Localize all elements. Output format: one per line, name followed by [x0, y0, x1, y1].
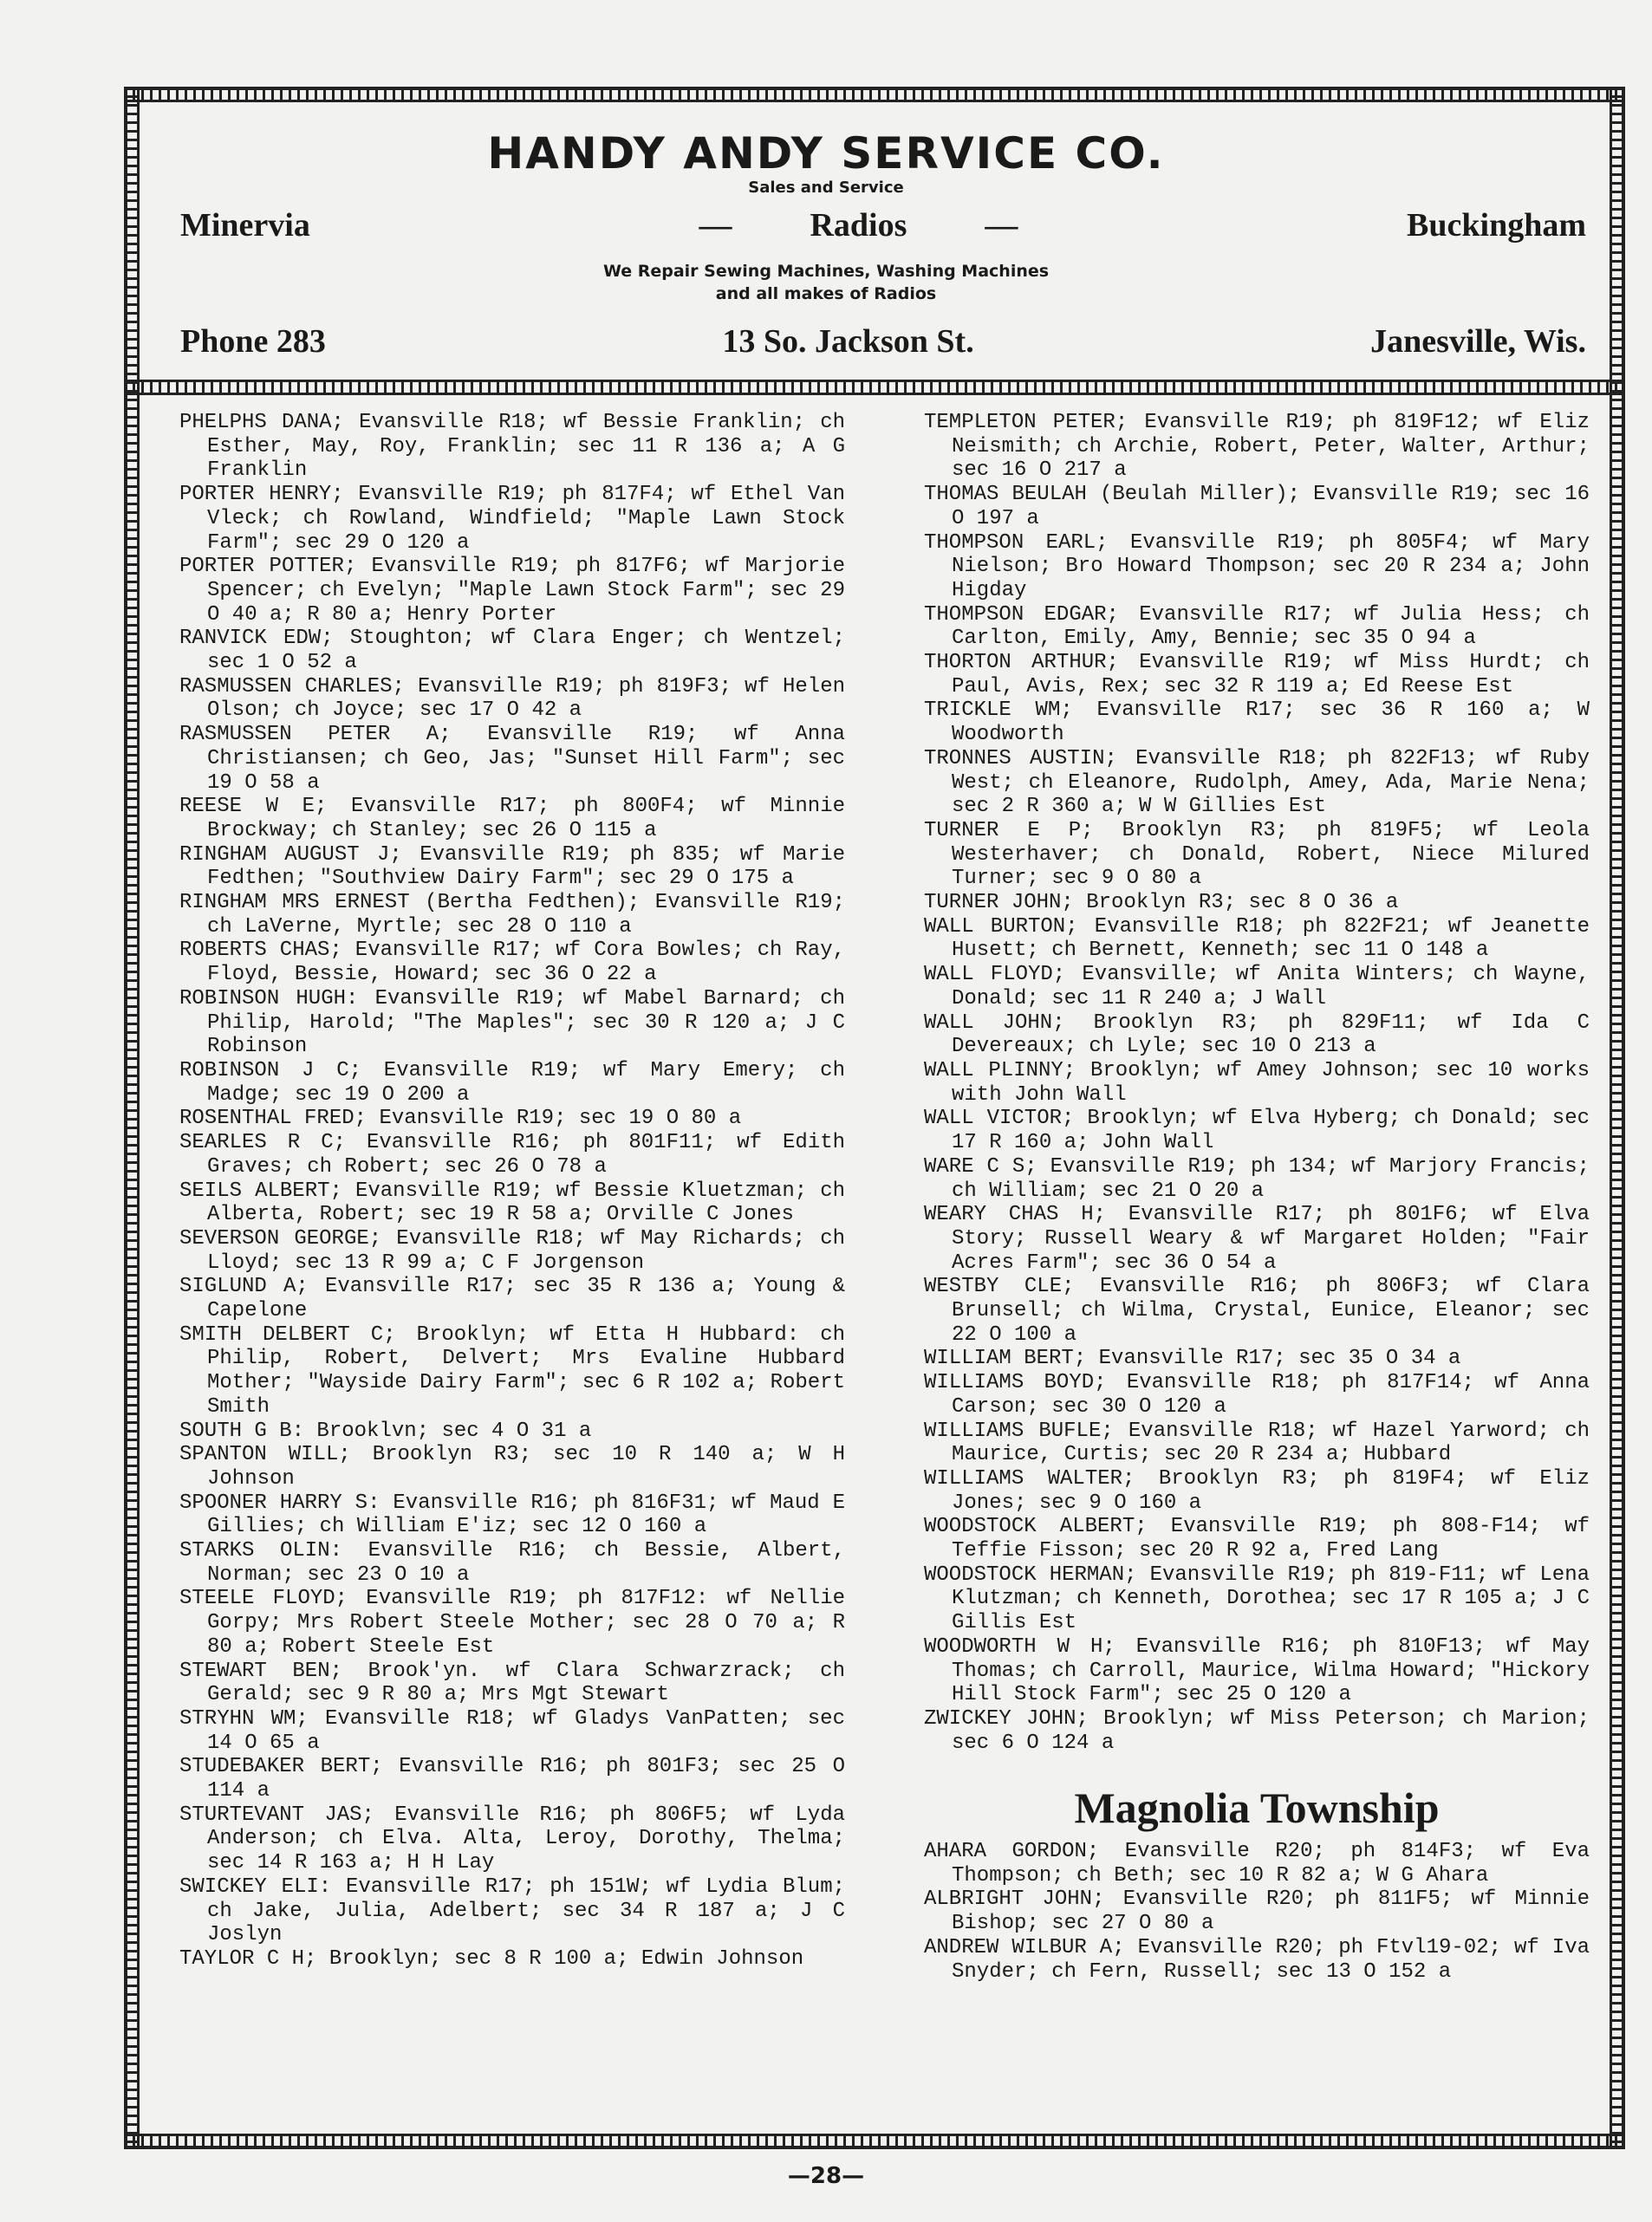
directory-entry: WALL FLOYD; Evansville; wf Anita Winters; ch Wayne, Donald; sec 11 R 240 a; J Wall: [924, 963, 1590, 1010]
directory-entry: TURNER JOHN; Brooklyn R3; sec 8 O 36 a: [924, 891, 1399, 915]
ad-contact-row: [180, 322, 1586, 361]
directory-entry: SEARLES R C; Evansville R16; ph 801F11; wf Edith Graves; ch Robert; sec 26 O 78 a: [179, 1131, 845, 1179]
directory-entry: SOUTH G B: Brooklvn; sec 4 O 31 a: [179, 1419, 592, 1443]
directory-entry: WILLIAMS BOYD; Evansville R18; ph 817F14; wf Anna Carson; sec 30 O 120 a: [924, 1371, 1590, 1419]
ad-repair-text: [0, 260, 1652, 305]
directory-entry: WALL PLINNY; Brooklyn; wf Amey Johnson; sec 10 works with John Wall: [924, 1058, 1590, 1107]
directory-entry: THOMPSON EARL; Evansville R19; ph 805F4; wf Mary Nielson; Bro Howard Thompson; sec 20 R 234 a; John Higday: [924, 530, 1590, 602]
ad-top-border: [124, 87, 1625, 102]
directory-entry: WOODWORTH W H; Evansville R16; ph 810F13; wf May Thomas; ch Carroll, Maurice, Wilma Howard; "Hickory Hill Stock Farm"; sec 25 O 120 a: [924, 1634, 1590, 1707]
section-entries: [924, 1840, 1590, 1984]
directory-entry: WILLIAMS WALTER; Brooklyn R3; ph 819F4; wf Eliz Jones; sec 9 O 160 a: [924, 1466, 1590, 1515]
directory-entry: TURNER E P; Brooklyn R3; ph 819F5; wf Leola Westerhaver; ch Donald, Robert, Niece Milured Turner; sec 9 O 80 a: [924, 818, 1590, 891]
directory-entry: WARE C S; Evansville R19; ph 134; wf Marjory Francis; ch William; sec 21 O 20 a: [924, 1154, 1590, 1203]
left-border: [124, 87, 140, 2149]
directory-entry: WESTBY CLE; Evansville R16; ph 806F3; wf Clara Brunsell; ch Wilma, Crystal, Eunice, Eleanor; sec 22 O 100 a: [924, 1275, 1590, 1347]
directory-entry: PHELPHS DANA; Evansville R18; wf Bessie Franklin; ch Esther, May, Roy, Franklin; sec 11 R 136 a; A G Franklin: [179, 411, 845, 483]
directory-entry: WALL BURTON; Evansville R18; ph 822F21; wf Jeanette Husett; ch Bernett, Kenneth; sec 11 O 148 a: [924, 914, 1590, 963]
ad-center-group: [699, 206, 1018, 244]
ad-bottom-border: [124, 380, 1625, 395]
directory-entry: RASMUSSEN CHARLES; Evansville R19; ph 819F3; wf Helen Olson; ch Joyce; sec 17 O 42 a: [179, 674, 845, 723]
directory-entry: STRYHN WM; Evansville R18; wf Gladys VanPatten; sec 14 O 65 a: [179, 1706, 845, 1755]
directory-entry: SPOONER HARRY S: Evansville R16; ph 816F31; wf Maud E Gillies; ch William E'iz; sec 12 O 160 a: [179, 1491, 845, 1539]
directory-entry: RINGHAM MRS ERNEST (Bertha Fedthen); Evansville R19; ch LaVerne, Myrtle; sec 28 O 110 a: [179, 891, 845, 939]
directory-entry: TRICKLE WM; Evansville R17; sec 36 R 160 a; W Woodworth: [924, 698, 1590, 747]
directory-entry: REESE W E; Evansville R17; ph 800F4; wf Minnie Brockway; ch Stanley; sec 26 O 115 a: [179, 795, 845, 842]
ad-dash-right: —: [985, 207, 1018, 244]
directory-entry: AHARA GORDON; Evansville R20; ph 814F3; wf Eva Thompson; ch Beth; sec 10 R 82 a; W G Ahara: [924, 1840, 1590, 1887]
directory-entry: WALL JOHN; Brooklyn R3; ph 829F11; wf Ida C Devereaux; ch Lyle; sec 10 O 213 a: [924, 1010, 1590, 1059]
directory-entry: ROSENTHAL FRED; Evansville R19; sec 19 O 80 a: [179, 1107, 742, 1131]
directory-entry: SIGLUND A; Evansville R17; sec 35 R 136 a; Young & Capelone: [179, 1275, 845, 1323]
directory-entry: THOMPSON EDGAR; Evansville R17; wf Julia Hess; ch Carlton, Emily, Amy, Bennie; sec 35 O 94 a: [924, 602, 1590, 651]
directory-entry: STUDEBAKER BERT; Evansville R16; ph 801F3; sec 25 O 114 a: [179, 1755, 845, 1803]
page-number: —28—: [787, 2163, 865, 2189]
directory-entry: WOODSTOCK HERMAN; Evansville R19; ph 819-F11; wf Lena Klutzman; ch Kenneth, Dorothea; sec 17 R 105 a; J C Gillis Est: [924, 1563, 1590, 1635]
ad-right-brand: Buckingham: [1407, 207, 1586, 244]
directory-entry: ROBINSON J C; Evansville R19; wf Mary Emery; ch Madge; sec 19 O 200 a: [179, 1058, 845, 1107]
directory-entry: TRONNES AUSTIN; Evansville R18; ph 822F13; wf Ruby West; ch Eleanore, Rudolph, Amey, Ada, Marie Nena; sec 2 R 360 a; W W Gillies Est: [924, 746, 1590, 819]
ad-repair-line-1: We Repair Sewing Machines, Washing Machines: [602, 262, 1050, 281]
ad-subtitle: Sales and Service: [748, 179, 904, 197]
directory-entry: WILLIAMS BUFLE; Evansville R18; wf Hazel Yarword; ch Maurice, Curtis; sec 20 R 234 a; Hubbard: [924, 1419, 1590, 1467]
ad-address: 13 So. Jackson St.: [722, 323, 974, 360]
directory-entry: ALBRIGHT JOHN; Evansville R20; ph 811F5; wf Minnie Bishop; sec 27 O 80 a: [924, 1887, 1590, 1936]
directory-entry: SWICKEY ELI: Evansville R17; ph 151W; wf Lydia Blum; ch Jake, Julia, Adelbert; sec 34 R 187 a; J C Joslyn: [179, 1874, 845, 1947]
directory-entry: WILLIAM BERT; Evansville R17; sec 35 O 34 a: [924, 1347, 1461, 1371]
directory-entry: ROBINSON HUGH: Evansville R19; wf Mabel Barnard; ch Philip, Harold; "The Maples"; sec 30 R 120 a; J C Robinson: [179, 986, 845, 1059]
ad-left-brand: Minervia: [180, 207, 310, 244]
directory-entry: TAYLOR C H; Brooklyn; sec 8 R 100 a; Edwin Johnson: [179, 1947, 804, 1971]
directory-entry: STURTEVANT JAS; Evansville R16; ph 806F5; wf Lyda Anderson; ch Elva. Alta, Leroy, Dorothy, Thelma; sec 14 R 163 a; H H Lay: [179, 1803, 845, 1875]
directory-entry: SMITH DELBERT C; Brooklyn; wf Etta H Hubbard: ch Philip, Robert, Delvert; Mrs Evaline Hubbard Mother; "Wayside Dairy Farm"; sec 6 R 102 a; Robert Smith: [179, 1322, 845, 1419]
directory-entry: PORTER POTTER; Evansville R19; ph 817F6; wf Marjorie Spencer; ch Evelyn; "Maple Lawn Stock Farm"; sec 29 O 40 a; R 80 a; Henry Porter: [179, 555, 845, 627]
ad-repair-line-2: and all makes of Radios: [715, 284, 937, 303]
directory-entry: ZWICKEY JOHN; Brooklyn; wf Miss Peterson; ch Marion; sec 6 O 124 a: [924, 1706, 1590, 1755]
right-entries: [924, 411, 1590, 1755]
ad-phone: Phone 283: [180, 323, 326, 360]
ad-brand-row: [180, 206, 1586, 244]
left-column: [179, 411, 845, 1972]
directory-entry: THOMAS BEULAH (Beulah Miller); Evansville R19; sec 16 O 197 a: [924, 483, 1590, 530]
ad-center-item: Radios: [810, 207, 907, 244]
ad-city: Janesville, Wis.: [1370, 323, 1586, 360]
directory-entry: WALL VICTOR; Brooklyn; wf Elva Hyberg; ch Donald; sec 17 R 160 a; John Wall: [924, 1107, 1590, 1155]
ad-title: HANDY ANDY SERVICE CO.: [487, 128, 1165, 179]
ad-dash-left: —: [699, 207, 732, 244]
directory-entry: SPANTON WILL; Brooklyn R3; sec 10 R 140 a; W H Johnson: [179, 1443, 845, 1491]
directory-entry: STEWART BEN; Brook'yn. wf Clara Schwarzrack; ch Gerald; sec 9 R 80 a; Mrs Mgt Stewart: [179, 1659, 845, 1707]
directory-entry: PORTER HENRY; Evansville R19; ph 817F4; wf Ethel Van Vleck; ch Rowland, Windfield; "Maple Lawn Stock Farm"; sec 29 O 120 a: [179, 483, 845, 555]
page-bottom-border: [124, 2134, 1625, 2149]
right-border: [1610, 87, 1625, 2149]
directory-entry: TEMPLETON PETER; Evansville R19; ph 819F12; wf Eliz Neismith; ch Archie, Robert, Peter, Walter, Arthur; sec 16 O 217 a: [924, 411, 1590, 483]
directory-entry: STEELE FLOYD; Evansville R19; ph 817F12: wf Nellie Gorpy; Mrs Robert Steele Mother; sec 28 O 70 a; R 80 a; Robert Steele Est: [179, 1587, 845, 1659]
directory-entry: WOODSTOCK ALBERT; Evansville R19; ph 808-F14; wf Teffie Fisson; sec 20 R 92 a, Fred Lang: [924, 1515, 1590, 1563]
directory-entry: THORTON ARTHUR; Evansville R19; wf Miss Hurdt; ch Paul, Avis, Rex; sec 32 R 119 a; Ed Reese Est: [924, 651, 1590, 698]
directory-entry: STARKS OLIN: Evansville R16; ch Bessie, Albert, Norman; sec 23 O 10 a: [179, 1539, 845, 1587]
directory-entry: RANVICK EDW; Stoughton; wf Clara Enger; ch Wentzel; sec 1 O 52 a: [179, 627, 845, 675]
section-title: Magnolia Township: [1074, 1783, 1440, 1833]
right-column: [924, 411, 1590, 1984]
directory-entry: RASMUSSEN PETER A; Evansville R19; wf Anna Christiansen; ch Geo, Jas; "Sunset Hill Farm"; sec 19 O 58 a: [179, 723, 845, 795]
directory-entry: SEVERSON GEORGE; Evansville R18; wf May Richards; ch Lloyd; sec 13 R 99 a; C F Jorgenson: [179, 1226, 845, 1275]
directory-entry: RINGHAM AUGUST J; Evansville R19; ph 835; wf Marie Fedthen; "Southview Dairy Farm"; sec 29 O 175 a: [179, 842, 845, 891]
directory-entry: ROBERTS CHAS; Evansville R17; wf Cora Bowles; ch Ray, Floyd, Bessie, Howard; sec 36 O 22 a: [179, 939, 845, 987]
directory-entry: SEILS ALBERT; Evansville R19; wf Bessie Kluetzman; ch Alberta, Robert; sec 19 R 58 a; Orville C Jones: [179, 1179, 845, 1227]
directory-entry: WEARY CHAS H; Evansville R17; ph 801F6; wf Elva Story; Russell Weary & wf Margaret Holden; "Fair Acres Farm"; sec 36 O 54 a: [924, 1203, 1590, 1275]
directory-entry: ANDREW WILBUR A; Evansville R20; ph Ftvl19-02; wf Iva Snyder; ch Fern, Russell; sec 13 O 152 a: [924, 1935, 1590, 1984]
